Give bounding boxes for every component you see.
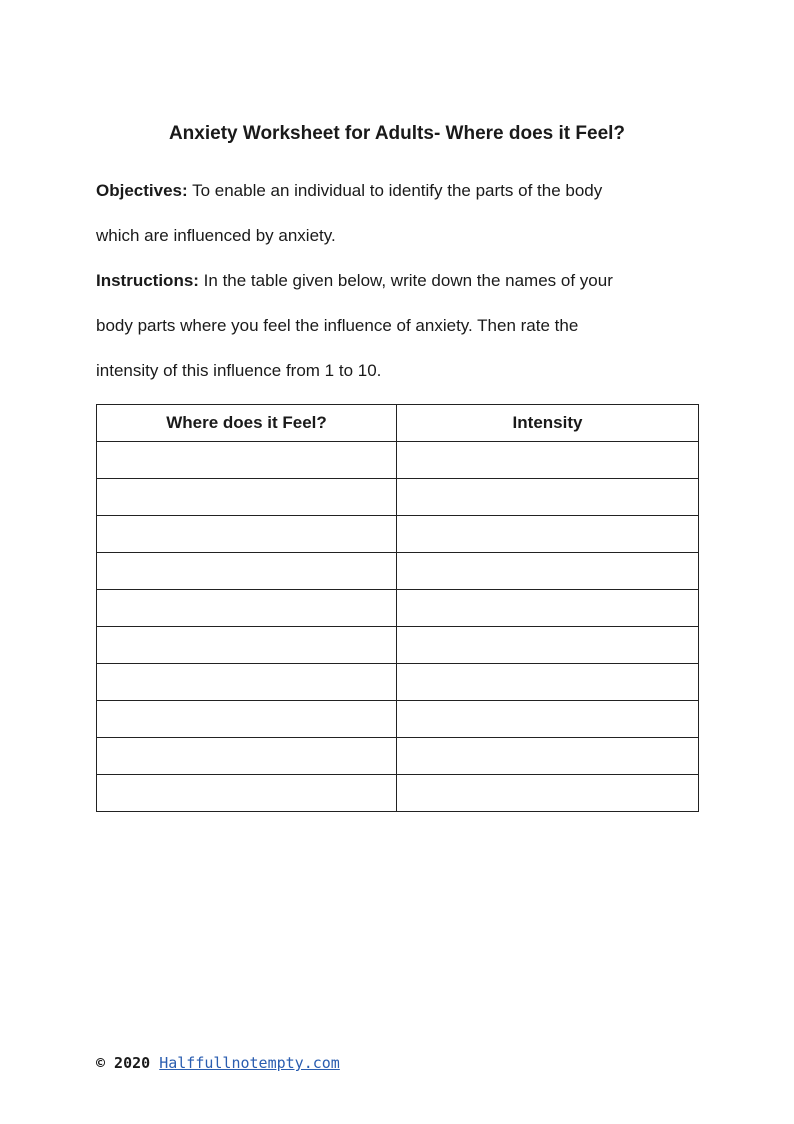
body-part-cell[interactable] [97,664,397,701]
intensity-cell[interactable] [397,442,699,479]
copyright-text: © 2020 [96,1054,151,1072]
intensity-cell[interactable] [397,738,699,775]
website-link[interactable]: Halffullnotempty.com [159,1054,340,1072]
column-header-where: Where does it Feel? [97,405,397,442]
instructions-line-2: body parts where you feel the influence of anxiety. Then rate the [96,316,579,335]
objectives-text-1: To enable an individual to identify the parts of the body [187,181,603,200]
table-row [97,775,699,812]
table-row [97,479,699,516]
body-part-cell[interactable] [97,738,397,775]
objectives-line-2: which are influenced by anxiety. [96,226,336,245]
intensity-cell[interactable] [397,664,699,701]
intensity-cell[interactable] [397,627,699,664]
footer [96,1052,340,1074]
table-row [97,627,699,664]
intensity-cell[interactable] [397,553,699,590]
intensity-cell[interactable] [397,516,699,553]
table-body [97,442,699,812]
table-row [97,664,699,701]
table-row [97,701,699,738]
body-part-cell[interactable] [97,590,397,627]
instructions-text-1: In the table given below, write down the names of your [198,271,613,290]
intensity-cell[interactable] [397,479,699,516]
objectives-line-1 [96,179,602,203]
table-row [97,442,699,479]
instructions-label: Instructions: [96,271,199,290]
page-title: Anxiety Worksheet for Adults- Where does it Feel? [168,123,626,144]
table-row [97,738,699,775]
instructions-line-1 [96,269,613,293]
table-row [97,553,699,590]
body-part-cell[interactable] [97,442,397,479]
body-part-cell[interactable] [97,516,397,553]
body-part-cell[interactable] [97,627,397,664]
body-part-cell[interactable] [97,775,397,812]
body-part-cell[interactable] [97,701,397,738]
table-header-row [97,405,699,442]
instructions-line-3: intensity of this influence from 1 to 10. [96,361,382,380]
worksheet-table [96,404,699,812]
body-part-cell[interactable] [97,479,397,516]
column-header-intensity: Intensity [397,405,699,442]
table-row [97,516,699,553]
intensity-cell[interactable] [397,701,699,738]
objectives-label: Objectives: [96,181,188,200]
body-part-cell[interactable] [97,553,397,590]
intensity-cell[interactable] [397,590,699,627]
intensity-cell[interactable] [397,775,699,812]
table-row [97,590,699,627]
